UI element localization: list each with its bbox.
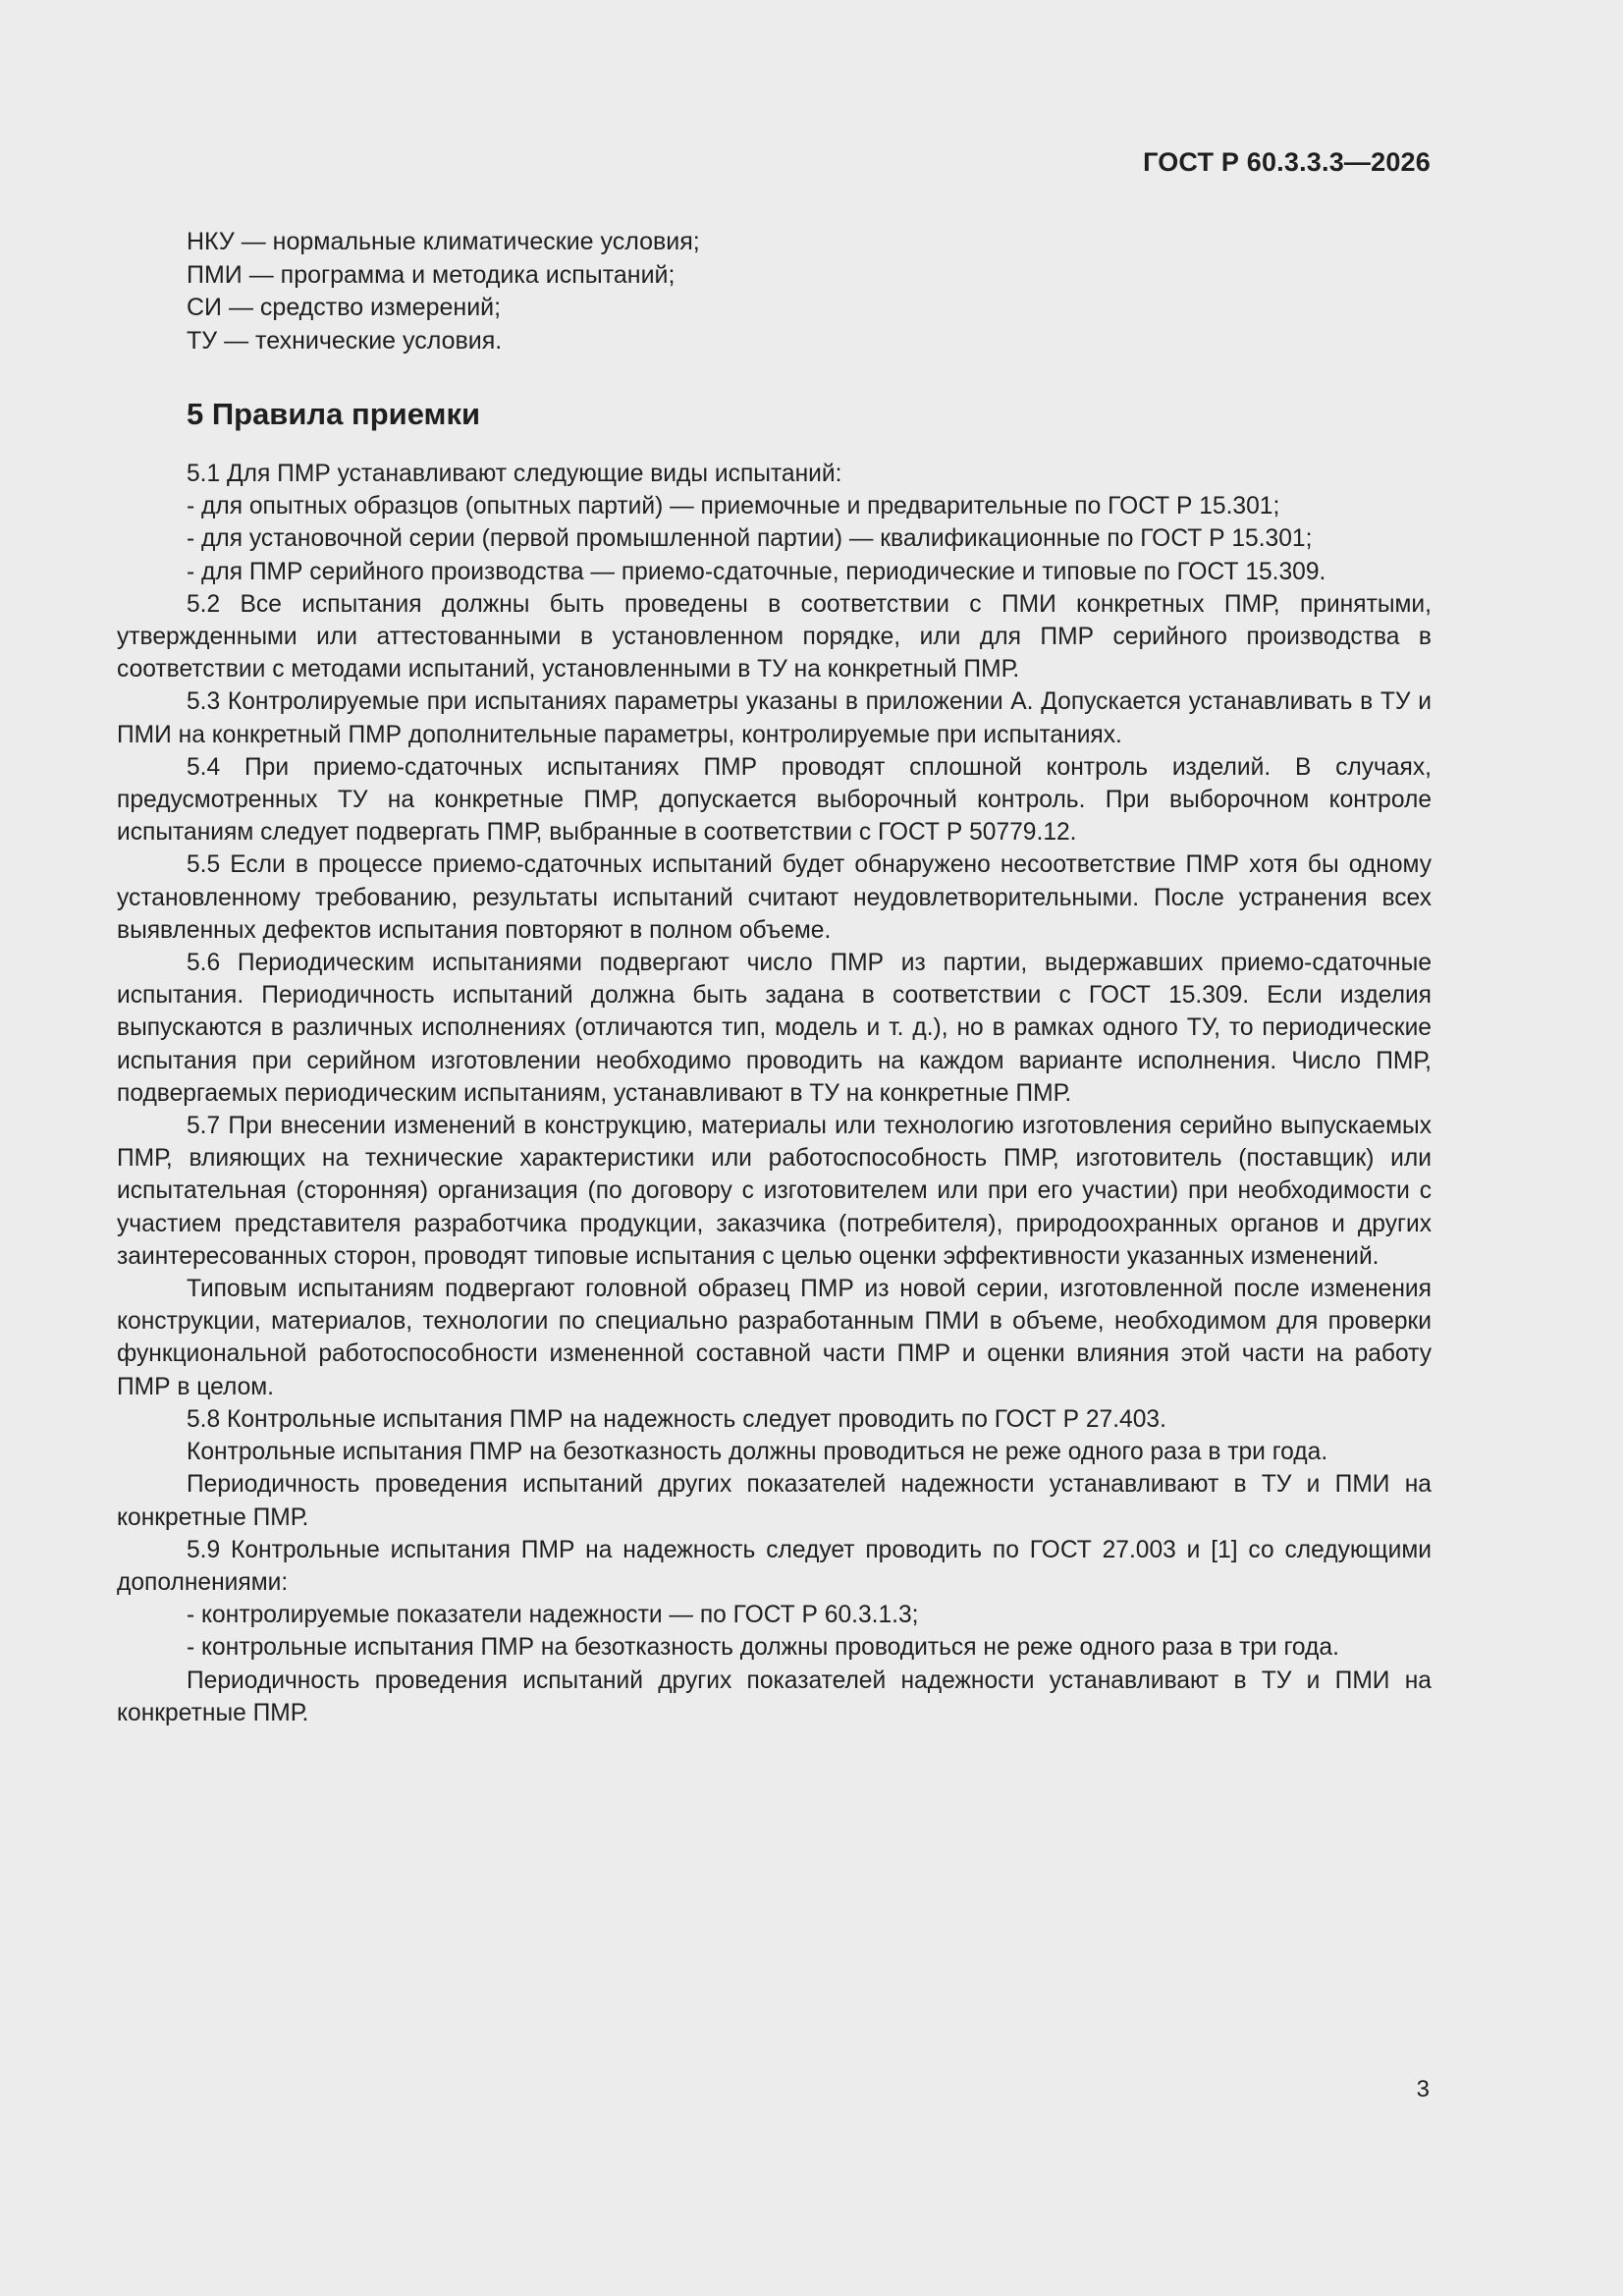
list-item: - для ПМР серийного производства — приемо-сдаточные, периодические и типовые по ГОСТ 15.309. [187, 558, 1326, 585]
document-code: ГОСТ Р 60.3.3.3—2026 [1143, 147, 1431, 177]
list-item: - для опытных образцов (опытных партий) — приемочные и предварительные по ГОСТ Р 15.301; [187, 493, 1280, 520]
paragraph: Периодичность проведения испытаний других показателей надежности устанавливают в ТУ и ПМИ на конкретные ПМР. [117, 1667, 1432, 1726]
paragraph-5-1: 5.1 Для ПМР устанавливают следующие виды испытаний: [187, 461, 842, 487]
abbreviation-item: НКУ — нормальные климатические условия; [187, 228, 700, 255]
abbreviation-item: ПМИ — программа и методика испытаний; [187, 260, 676, 289]
paragraph-5-6: 5.6 Периодическим испытаниями подвергают число ПМР из партии, выдержавших приемо-сдаточные испытания. Периодичность испытаний должна быть задана в соответствии с ГОСТ 15.309. Если изделия выпускаются в различных исполнениях (отличаются тип, модель и т. д.), но в рамках одного ТУ, то периодические испытания при серийном изготовлении необходимо проводить на каждом варианте исполнения. Число ПМР, подвергаемых периодическим испытаниям, устанавливают в ТУ на конкретные ПМР. [117, 950, 1432, 1107]
paragraph: Контрольные испытания ПМР на безотказность должны проводиться не реже одного раза в три года. [187, 1439, 1328, 1466]
paragraph: Типовым испытаниям подвергают головной образец ПМР из новой серии, изготовленной после изменения конструкции, материалов, технологии по специально разработанным ПМИ в объеме, необходимом для проверки функциональной работоспособности измененной составной части ПМР и оценки влияния этой части на работу ПМР в целом. [117, 1276, 1432, 1400]
page-number: 3 [1416, 2076, 1430, 2103]
paragraph-5-9: 5.9 Контрольные испытания ПМР на надежность следует проводить по ГОСТ 27.003 и [1] со следующими дополнениями: [117, 1536, 1432, 1596]
paragraph-5-2: 5.2 Все испытания должны быть проведены в соответствии с ПМИ конкретных ПМР, принятыми, утвержденными или аттестованными в установленном порядке, или для ПМР серийного производства в соответствии с методами испытаний, установленными в ТУ на конкретный ПМР. [117, 590, 1432, 683]
paragraph-5-7: 5.7 При внесении изменений в конструкцию, материалы или технологию изготовления серийно выпускаемых ПМР, влияющих на технические характеристики или работоспособность ПМР, изготовитель (поставщик) или испытательная (сторонняя) организация (по договору с изготовителем или при его участии) при необходимости с участием представителя разработчика продукции, заказчика (потребителя), природоохранных органов и других заинтересованных сторон, проводят типовые испытания с целью оценки эффективности указанных изменений. [117, 1113, 1432, 1270]
section-body [117, 458, 1432, 1729]
list-item: - контрольные испытания ПМР на безотказность должны проводиться не реже одного раза в три года. [187, 1634, 1339, 1662]
list-item: - для установочной серии (первой промышленной партии) — квалификационные по ГОСТ Р 15.301; [187, 525, 1313, 553]
paragraph: Периодичность проведения испытаний других показателей надежности устанавливают в ТУ и ПМИ на конкретные ПМР. [117, 1471, 1432, 1531]
abbreviations-list [187, 226, 1434, 357]
paragraph-5-8: 5.8 Контрольные испытания ПМР на надежность следует проводить по ГОСТ Р 27.403. [187, 1405, 1166, 1433]
paragraph-5-5: 5.5 Если в процессе приемо-сдаточных испытаний будет обнаружено несоответствие ПМР хотя бы одному установленному требованию, результаты испытаний считают неудовлетворительными. После устранения всех выявленных дефектов испытания повторяют в полном объеме. [117, 851, 1432, 944]
paragraph-5-4: 5.4 При приемо-сдаточных испытаниях ПМР проводят сплошной контроль изделий. В случаях, предусмотренных ТУ на конкретные ПМР, допускается выборочный контроль. При выборочном контроле испытаниям следует подвергать ПМР, выбранные в соответствии с ГОСТ Р 50779.12. [117, 753, 1432, 847]
abbreviation-item: СИ — средство измерений; [187, 294, 502, 321]
paragraph-5-3: 5.3 Контролируемые при испытаниях параметры указаны в приложении А. Допускается устанавливать в ТУ и ПМИ на конкретный ПМР дополнительные параметры, контролируемые при испытаниях. [117, 688, 1432, 748]
section-heading: 5 Правила приемки [187, 397, 481, 431]
abbreviation-item: ТУ — технические условия. [187, 326, 503, 355]
list-item: - контролируемые показатели надежности — по ГОСТ Р 60.3.1.3; [187, 1602, 919, 1629]
